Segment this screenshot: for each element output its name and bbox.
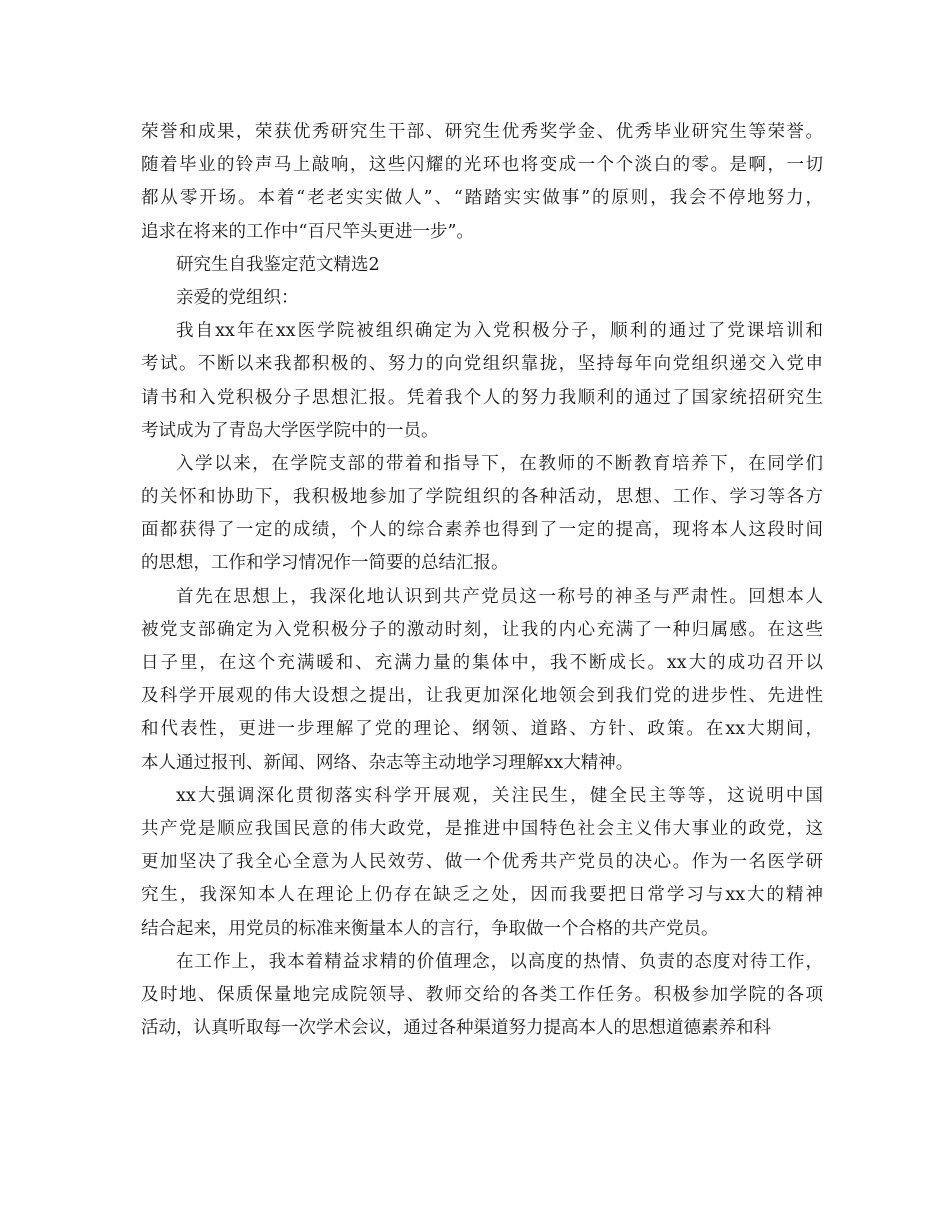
text-line: 我自xx年在xx医学院被组织确定为入党积极分子，顺利的通过了党课培训和 xyxy=(176,321,823,342)
text-line: 在工作上，我本着精益求精的价值理念，以高度的热情、负责的态度对待工作， xyxy=(176,951,823,972)
text-line: 入学以来，在学院支部的带着和指导下，在教师的不断教育培养下，在同学们 xyxy=(176,453,823,474)
text-line: 共产党是顺应我国民意的伟大政党，是推进中国特色社会主义伟大事业的政党，这 xyxy=(141,818,823,839)
text-line: 究生，我深知本人在理论上仍存在缺乏之处，因而我要把日常学习与xx大的精神 xyxy=(141,885,823,906)
text-line: 追求在将来的工作中“百尺竿头更进一步”。 xyxy=(141,221,474,242)
text-line: 及时地、保质保量地完成院领导、教师交给的各类工作任务。积极参加学院的各项 xyxy=(141,984,823,1005)
text-line: xx大强调深化贯彻落实科学开展观，关注民生，健全民主等等，这说明中国 xyxy=(176,785,823,806)
text-line: 亲爱的党组织： xyxy=(176,287,299,308)
text-line: 的思想，工作和学习情况作一简要的总结汇报。 xyxy=(141,553,509,574)
text-line: 及科学开展观的伟大设想之提出，让我更加深化地领会到我们党的进步性、先进性 xyxy=(141,686,823,707)
document-body xyxy=(141,116,823,1045)
text-line: 和代表性，更进一步理解了党的理论、纲领、道路、方针、政策。在xx大期间， xyxy=(141,719,823,740)
text-line: 结合起来，用党员的标准来衡量本人的言行，争取做一个合格的共产党员。 xyxy=(141,918,719,939)
text-line: 首先在思想上，我深化地认识到共产党员这一称号的神圣与严肃性。回想本人 xyxy=(176,586,823,607)
text-line: 荣誉和成果，荣获优秀研究生干部、研究生优秀奖学金、优秀毕业研究生等荣誉。 xyxy=(141,122,823,142)
text-line: 面都获得了一定的成绩，个人的综合素养也得到了一定的提高，现将本人这段时间 xyxy=(141,520,823,541)
text-line: 被党支部确定为入党积极分子的激动时刻，让我的内心充满了一种归属感。在这些 xyxy=(141,619,823,640)
text-line: 研究生自我鉴定范文精选2 xyxy=(176,254,380,275)
text-line: 随着毕业的铃声马上敲响，这些闪耀的光环也将变成一个个淡白的零。是啊，一切 xyxy=(141,155,823,176)
text-line: 考试。不断以来我都积极的、努力的向党组织靠拢，坚持每年向党组织递交入党申 xyxy=(141,354,823,375)
text-line: 更加坚决了我全心全意为人民效劳、做一个优秀共产党员的决心。作为一名医学研 xyxy=(141,852,823,873)
text-line: 都从零开场。本着“老老实实做人”、“踏踏实实做事”的原则，我会不停地努力， xyxy=(141,188,823,209)
text-line: 本人通过报刊、新闻、网络、杂志等主动地学习理解xx大精神。 xyxy=(141,752,634,773)
text-line: 考试成为了青岛大学医学院中的一员。 xyxy=(141,420,439,441)
text-line: 日子里，在这个充满暖和、充满力量的集体中，我不断成长。xx大的成功召开以 xyxy=(141,653,823,673)
text-line: 请书和入党积极分子思想汇报。凭着我个人的努力我顺利的通过了国家统招研究生 xyxy=(141,387,823,408)
text-line: 活动，认真听取每一次学术会议，通过各种渠道努力提高本人的思想道德素养和科 xyxy=(141,1018,771,1039)
text-line: 的关怀和协助下，我积极地参加了学院组织的各种活动，思想、工作、学习等各方 xyxy=(141,487,823,508)
